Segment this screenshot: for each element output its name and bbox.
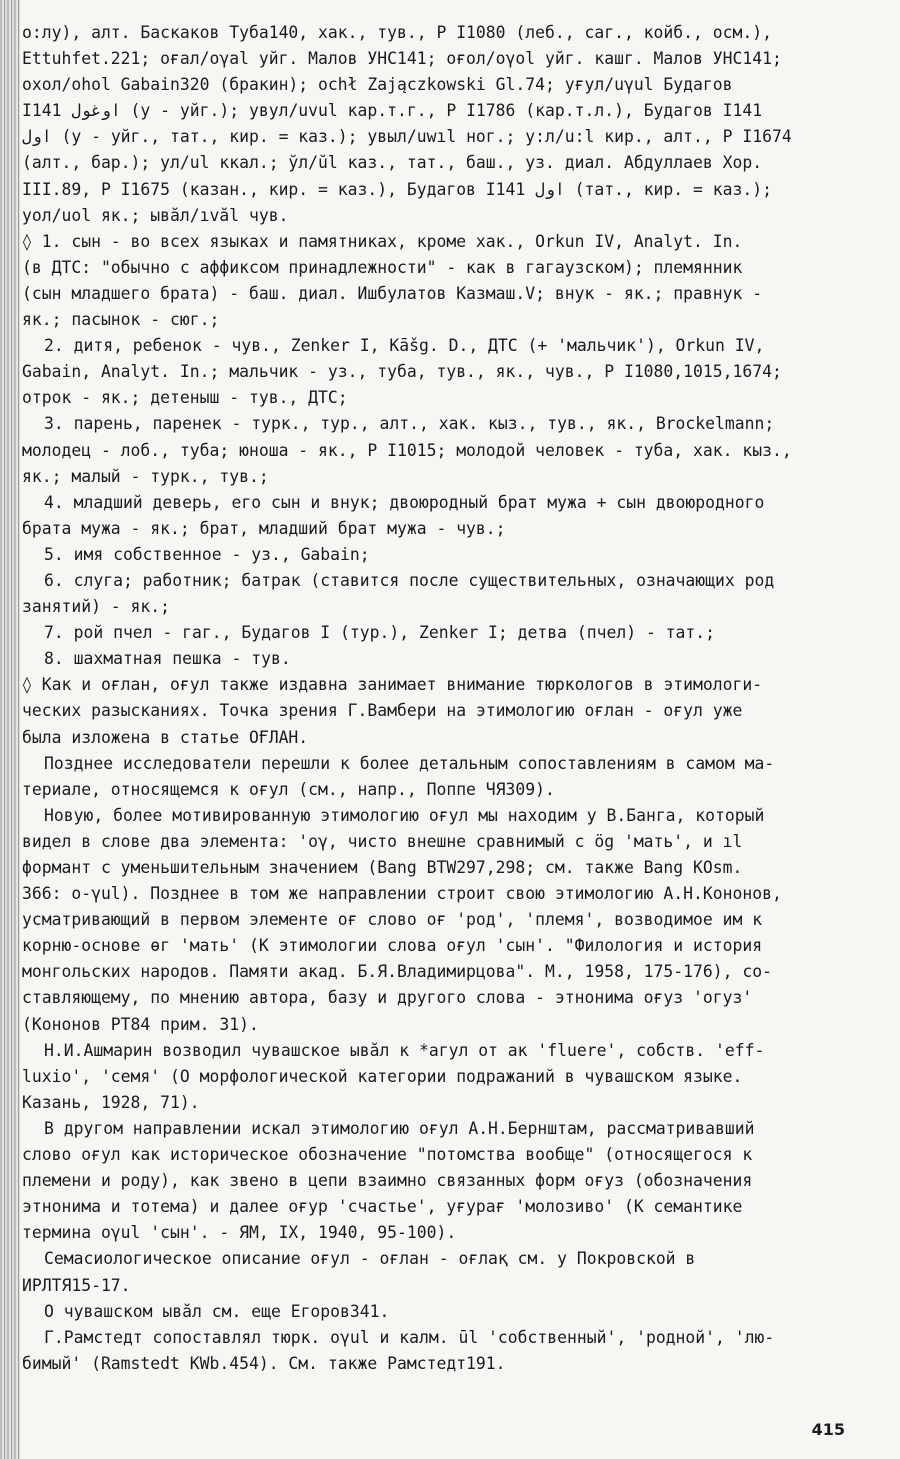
text-line: 8. шахматная пешка - тув. — [44, 649, 291, 669]
text-line: усматривающий в первом элементе оғ слово оғ 'род', 'племя', возводимое им к — [22, 910, 763, 930]
book-spine-shadow — [0, 0, 20, 1459]
text-line: як.; малый - турк., тув.; — [22, 466, 269, 486]
text-line: видел в слове два элемента: 'оγ, чисто внешне сравнимый с ög 'мать', и ıl — [22, 831, 743, 851]
text-line: 7. рой пчел - гаг., Будагов I (тур.), Zenker I; детва (пчел) - тат.; — [44, 623, 716, 643]
text-line: ческих разысканиях. Точка зрения Г.Вамбери на этимологию оғлан - оғул уже — [22, 701, 743, 721]
text-line: Семасиологическое описание оғул - оғлан - оғлақ см. у Покровской в — [44, 1249, 696, 1269]
text-line: Новую, более мотивированную этимологию оғул мы находим у В.Банга, который — [44, 805, 765, 825]
text-line: اول (у - уйг., тат., кир. = каз.); увыл/uwıl ног.; у:л/u:l кир., алт., Р I1674 — [22, 127, 792, 147]
text-line: I141 اوغول (у - уйг.); увул/uvul кар.т.г., Р I1786 (кар.т.л.), Будагов I141 — [22, 101, 763, 121]
text-line: О чувашском ывăл см. еще Егоров341. — [44, 1301, 390, 1321]
page-number: 415 — [811, 1420, 845, 1439]
text-line: 4. младший деверь, его сын и внук; двоюродный брат мужа + сын двоюродного — [44, 492, 765, 512]
dictionary-entry-text — [22, 20, 867, 1377]
text-line: слово оғул как историческое обозначение "потомства вообще" (относящегося к — [22, 1145, 753, 1165]
text-line: занятий) - як.; — [22, 597, 171, 617]
text-line: Казань, 1928, 71). — [22, 1092, 200, 1112]
text-line: як.; пасынок - сюг.; — [22, 310, 220, 330]
text-line: 6. слуга; работник; батрак (ставится после существительных, означающих род — [44, 570, 775, 590]
text-line: ставляющему, по мнению автора, базу и другого слова - этнонима оғуз 'огуз' — [22, 988, 753, 1008]
text-line: о:лу), алт. Баскаков Туба140, хак., тув., Р I1080 (леб., саг., койб., осм.), — [22, 23, 772, 42]
text-line: (в ДТС: "обычно с аффиксом принадлежности" - как в гагаузском); племянник — [22, 257, 743, 277]
text-line: териале, относящемся к оғул (см., напр., Поппе ЧЯ309). — [22, 779, 555, 799]
text-line: этнонима и тотема) и далее оғур 'счастье', уғурағ 'молозиво' (К семантике — [22, 1197, 743, 1217]
text-line: Gabain, Analyt. In.; мальчик - уз., туба, тув., як., чув., Р I1080,1015,1674; — [22, 362, 782, 382]
text-line: корню-основе өг 'мать' (К этимологии слова оғул 'сын'. "Филология и история — [22, 936, 763, 956]
text-line: ИРЛТЯ15-17. — [22, 1275, 131, 1295]
text-line: термина oγul 'сын'. - ЯМ, IX, 1940, 95-100). — [22, 1223, 457, 1243]
text-line: Позднее исследователи перешли к более детальным сопоставлениям в самом ма- — [44, 753, 775, 773]
text-line: охол/ohol Gabain320 (бракин); ochł Zajączkowski Gl.74; уғул/uγul Будагов — [22, 75, 733, 95]
text-line: luxio', 'семя' (О морфологической категории подражаний в чувашском языке. — [22, 1066, 743, 1086]
text-line: молодец - лоб., туба; юноша - як., Р I1015; молодой человек - туба, хак. кыз., — [22, 440, 792, 460]
text-line: Ettuhfet.221; о⁠ғал/oγal уйг. Малов УНС141; оғол/oγol уйг. кашг. Малов УНС141; — [22, 49, 782, 69]
text-line: монгольских народов. Памяти акад. Б.Я.Владимирцова". М., 1958, 175-176), со- — [22, 962, 772, 982]
text-line: бимый' (Ramstedt KWb.454). См. также Рамстедт191. — [22, 1353, 506, 1373]
text-line: формант с уменьшительным значением (Bang BTW297,298; см. также Bang KOsm. — [22, 858, 743, 877]
text-line: (алт., бар.); ул/ul ккал.; ўл/ŭl каз., тат., баш., уз. диал. Абдуллаев Хор. — [22, 153, 763, 173]
text-line: брата мужа - як.; брат, младший брат мужа - чув.; — [22, 518, 506, 538]
text-line: 366: о-γul). Позднее в том же направлении строит свою этимологию А.Н.Кононов, — [22, 884, 782, 904]
text-line: Н.И.Ашмарин возводил чувашское ывăл к *агул от ак 'fluere', собств. 'eff- — [44, 1040, 765, 1060]
text-line: 3. парень, паренек - турк., тур., алт., хак. кыз., тув., як., Brockelmann; — [44, 414, 775, 434]
text-line: племени и роду), как звено в цепи взаимно связанных форм оғуз (обозначения — [22, 1171, 753, 1191]
text-line: ◊ 1. сын - во всех языках и памятниках, кроме хак., Orkun IV, Analyt. In. — [22, 231, 743, 251]
text-line: отрок - як.; детеныш - тув., ДТС; — [22, 388, 348, 408]
text-line: ◊ Как и оғлан, оғул также издавна занимает внимание тюркологов в этимологи- — [22, 675, 763, 695]
text-line: Г.Рамстедт сопоставлял тюрк. oγul и калм. ūl 'собственный', 'родной', 'лю- — [44, 1327, 775, 1347]
text-line: 2. дитя, ребенок - чув., Zenker I, Kāšg. D., ДТС (+ 'мальчик'), Orkun IV, — [44, 336, 765, 356]
text-line: была изложена в статье ОҒЛАН. — [22, 727, 309, 747]
text-line: В другом направлении искал этимологию оғул А.Н.Бернштам, рассматривавший — [44, 1118, 755, 1138]
text-line: III.89, Р I1675 (казан., кир. = каз.), Будагов I141 اول (тат., кир. = каз.); — [22, 179, 772, 199]
text-line: уол/uol як.; ывăл/ıvăl чув. — [22, 205, 289, 225]
text-line: (Кононов РТ84 прим. 31). — [22, 1014, 259, 1034]
text-line: 5. имя собственное - уз., Gabain; — [44, 544, 370, 564]
text-line: (сын младшего брата) - баш. диал. Ишбулатов Казмаш.V; внук - як.; правнук - — [22, 283, 763, 303]
